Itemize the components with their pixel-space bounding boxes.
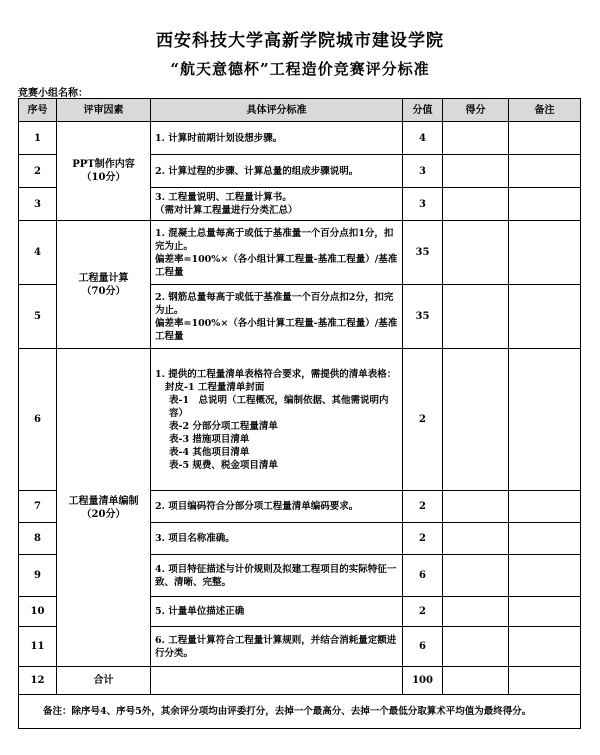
points-cell[interactable] [443,188,509,221]
score-value: 2 [403,597,443,627]
row-no: 10 [19,597,57,627]
row-no: 12 [19,667,57,695]
footer-text: 备注：除序号4、序号5外，其余评分项均由评委打分，去掉一个最高分、去掉一个最低分取算术平均值为最终得分。 [43,706,532,717]
points-cell[interactable] [443,597,509,627]
standard-keyword: 5. 计量单位 [155,606,207,617]
standard-text [151,597,403,627]
row-no: 8 [19,523,57,555]
standard-keyword: 3. 项目名称 [155,533,207,544]
row-no: 2 [19,155,57,188]
table-row [19,221,581,285]
standard-item: 表-5 规费、税金项目清单 [169,459,278,471]
remark-cell[interactable] [509,523,581,555]
standard-text [151,221,403,285]
score-value: 4 [403,122,443,155]
points-cell[interactable] [443,627,509,667]
remark-cell[interactable] [509,667,581,695]
row-no: 6 [19,349,57,491]
score-value: 2 [403,491,443,523]
remark-cell[interactable] [509,155,581,188]
document-subtitle: “航天意德杯”工程造价竞赛评分标准 [170,60,430,78]
factor-name: PPT制作内容 [72,159,135,170]
total-score-value: 100 [403,667,443,695]
standard-keyword: 2. 项目编码 [155,501,207,512]
score-value: 6 [403,555,443,597]
points-cell[interactable] [443,555,509,597]
points-cell[interactable] [443,667,509,695]
standard-text [151,627,403,667]
row-no: 7 [19,491,57,523]
standard-line: ，扣完为止。 [155,291,394,316]
total-row [19,667,581,695]
points-cell[interactable] [443,285,509,349]
remark-cell[interactable] [509,491,581,523]
points-cell[interactable] [443,491,509,523]
row-no: 9 [19,555,57,597]
standard-keyword: 2. 钢筋总量 [155,291,207,303]
remark-cell[interactable] [509,597,581,627]
standard-text: 1. 计算时前期计划设想步骤。 [151,122,403,155]
score-value: 3 [403,188,443,221]
standard-keyword: 1分 [358,227,375,239]
header-standard: 具体评分标准 [151,99,403,122]
factor-points: （20分） [81,508,126,520]
points-cell[interactable] [443,221,509,285]
header-factor: 评审因素 [57,99,151,122]
remark-cell[interactable] [509,555,581,597]
score-value: 2 [403,523,443,555]
standard-line: 符合分部分项工程量清单编码要求。 [206,501,359,512]
remark-cell[interactable] [509,349,581,491]
header-points: 得分 [443,99,509,122]
team-name-label: 竞赛小组名称： [18,88,88,99]
score-value: 35 [403,221,443,285]
score-value: 6 [403,627,443,667]
table-row [19,122,581,155]
standard-keyword: 2分 [348,291,365,303]
standard-text [151,491,403,523]
standard-text [151,285,403,349]
standard-keyword: 6. 工程量计算 [155,634,216,646]
standard-text [151,523,403,555]
standard-text: 2. 计算过程的步骤、计算总量的组成步骤说明。 [151,155,403,188]
standard-item: 表-2 分部分项工程量清单 [169,420,278,432]
standard-line: 描述正确 [206,606,245,617]
header-score: 分值 [403,99,443,122]
standard-line: 每高于或低于基准量一个百分点扣 [215,227,359,239]
remark-cell[interactable] [509,627,581,667]
score-value: 3 [403,155,443,188]
standard-text [151,555,403,597]
points-cell[interactable] [443,155,509,188]
standard-item: 表-4 其他项目清单 [169,446,250,458]
header-remark: 备注 [509,99,581,122]
remark-cell[interactable] [509,122,581,155]
standard-line: 偏差率=100%×（各小组计算工程量-基准工程量）/基准工程量 [155,253,398,278]
standard-line: 3. 工程量说明、工程量计算书。 [155,192,292,203]
standard-line: （需对计算工程量进行分类汇总） [155,205,298,216]
standard-text [151,188,403,221]
footer-row [19,695,581,729]
points-cell[interactable] [443,349,509,491]
row-no: 1 [19,122,57,155]
standard-line: 每高于或低于基准量一个百分点扣 [206,291,349,303]
footer-note [19,695,581,729]
factor-points: （10分） [81,172,126,183]
factor-name: 工程量计算 [78,272,129,284]
row-no: 11 [19,627,57,667]
remark-cell[interactable] [509,188,581,221]
standard-item: 表-1 总说明（工程概况，编制依据、其他需说明内容） [169,394,389,419]
document-title: 西安科技大学高新学院城市建设学院 [156,31,444,51]
table-row [19,349,581,491]
row-no: 4 [19,221,57,285]
points-cell[interactable] [443,122,509,155]
header-no: 序号 [19,99,57,122]
standard-line: 与计价规则及拟建工程项目的实际特征一致、清晰、完整。 [155,563,397,588]
table-header-row [19,99,581,122]
factor-group-ppt [57,122,151,221]
scoring-table [18,98,581,729]
remark-cell[interactable] [509,221,581,285]
points-cell[interactable] [443,523,509,555]
row-no: 3 [19,188,57,221]
standard-line: 1. 提供的工程量清单表格符合要求，需提供的清单表格： [155,368,397,380]
standard-line: 偏差率=100%×（各小组计算工程量-基准工程量）/基准工程量 [155,317,398,342]
standard-item: 封皮-1 工程量清单封面 [165,381,265,393]
factor-group-quantity [57,221,151,349]
standard-line: 准确。 [206,533,235,544]
standard-keyword: 1. 混凝土总量 [155,227,216,239]
row-no: 5 [19,285,57,349]
factor-name: 工程量清单编制 [68,495,139,507]
standard-keyword: 4. 项目特征描述 [155,563,226,575]
total-label: 合计 [57,667,151,695]
factor-group-bill [57,349,151,667]
factor-points: （70分） [81,285,126,297]
standard-line: ，扣完为止。 [155,227,394,252]
standard-item: 表-3 措施项目清单 [169,433,250,445]
score-value: 2 [403,349,443,491]
standard-line: 符合工程量计算规则，并结合消耗量定额进行分类。 [155,634,397,659]
score-value: 35 [403,285,443,349]
total-standard-cell [151,667,403,695]
standard-text [151,349,403,491]
remark-cell[interactable] [509,285,581,349]
